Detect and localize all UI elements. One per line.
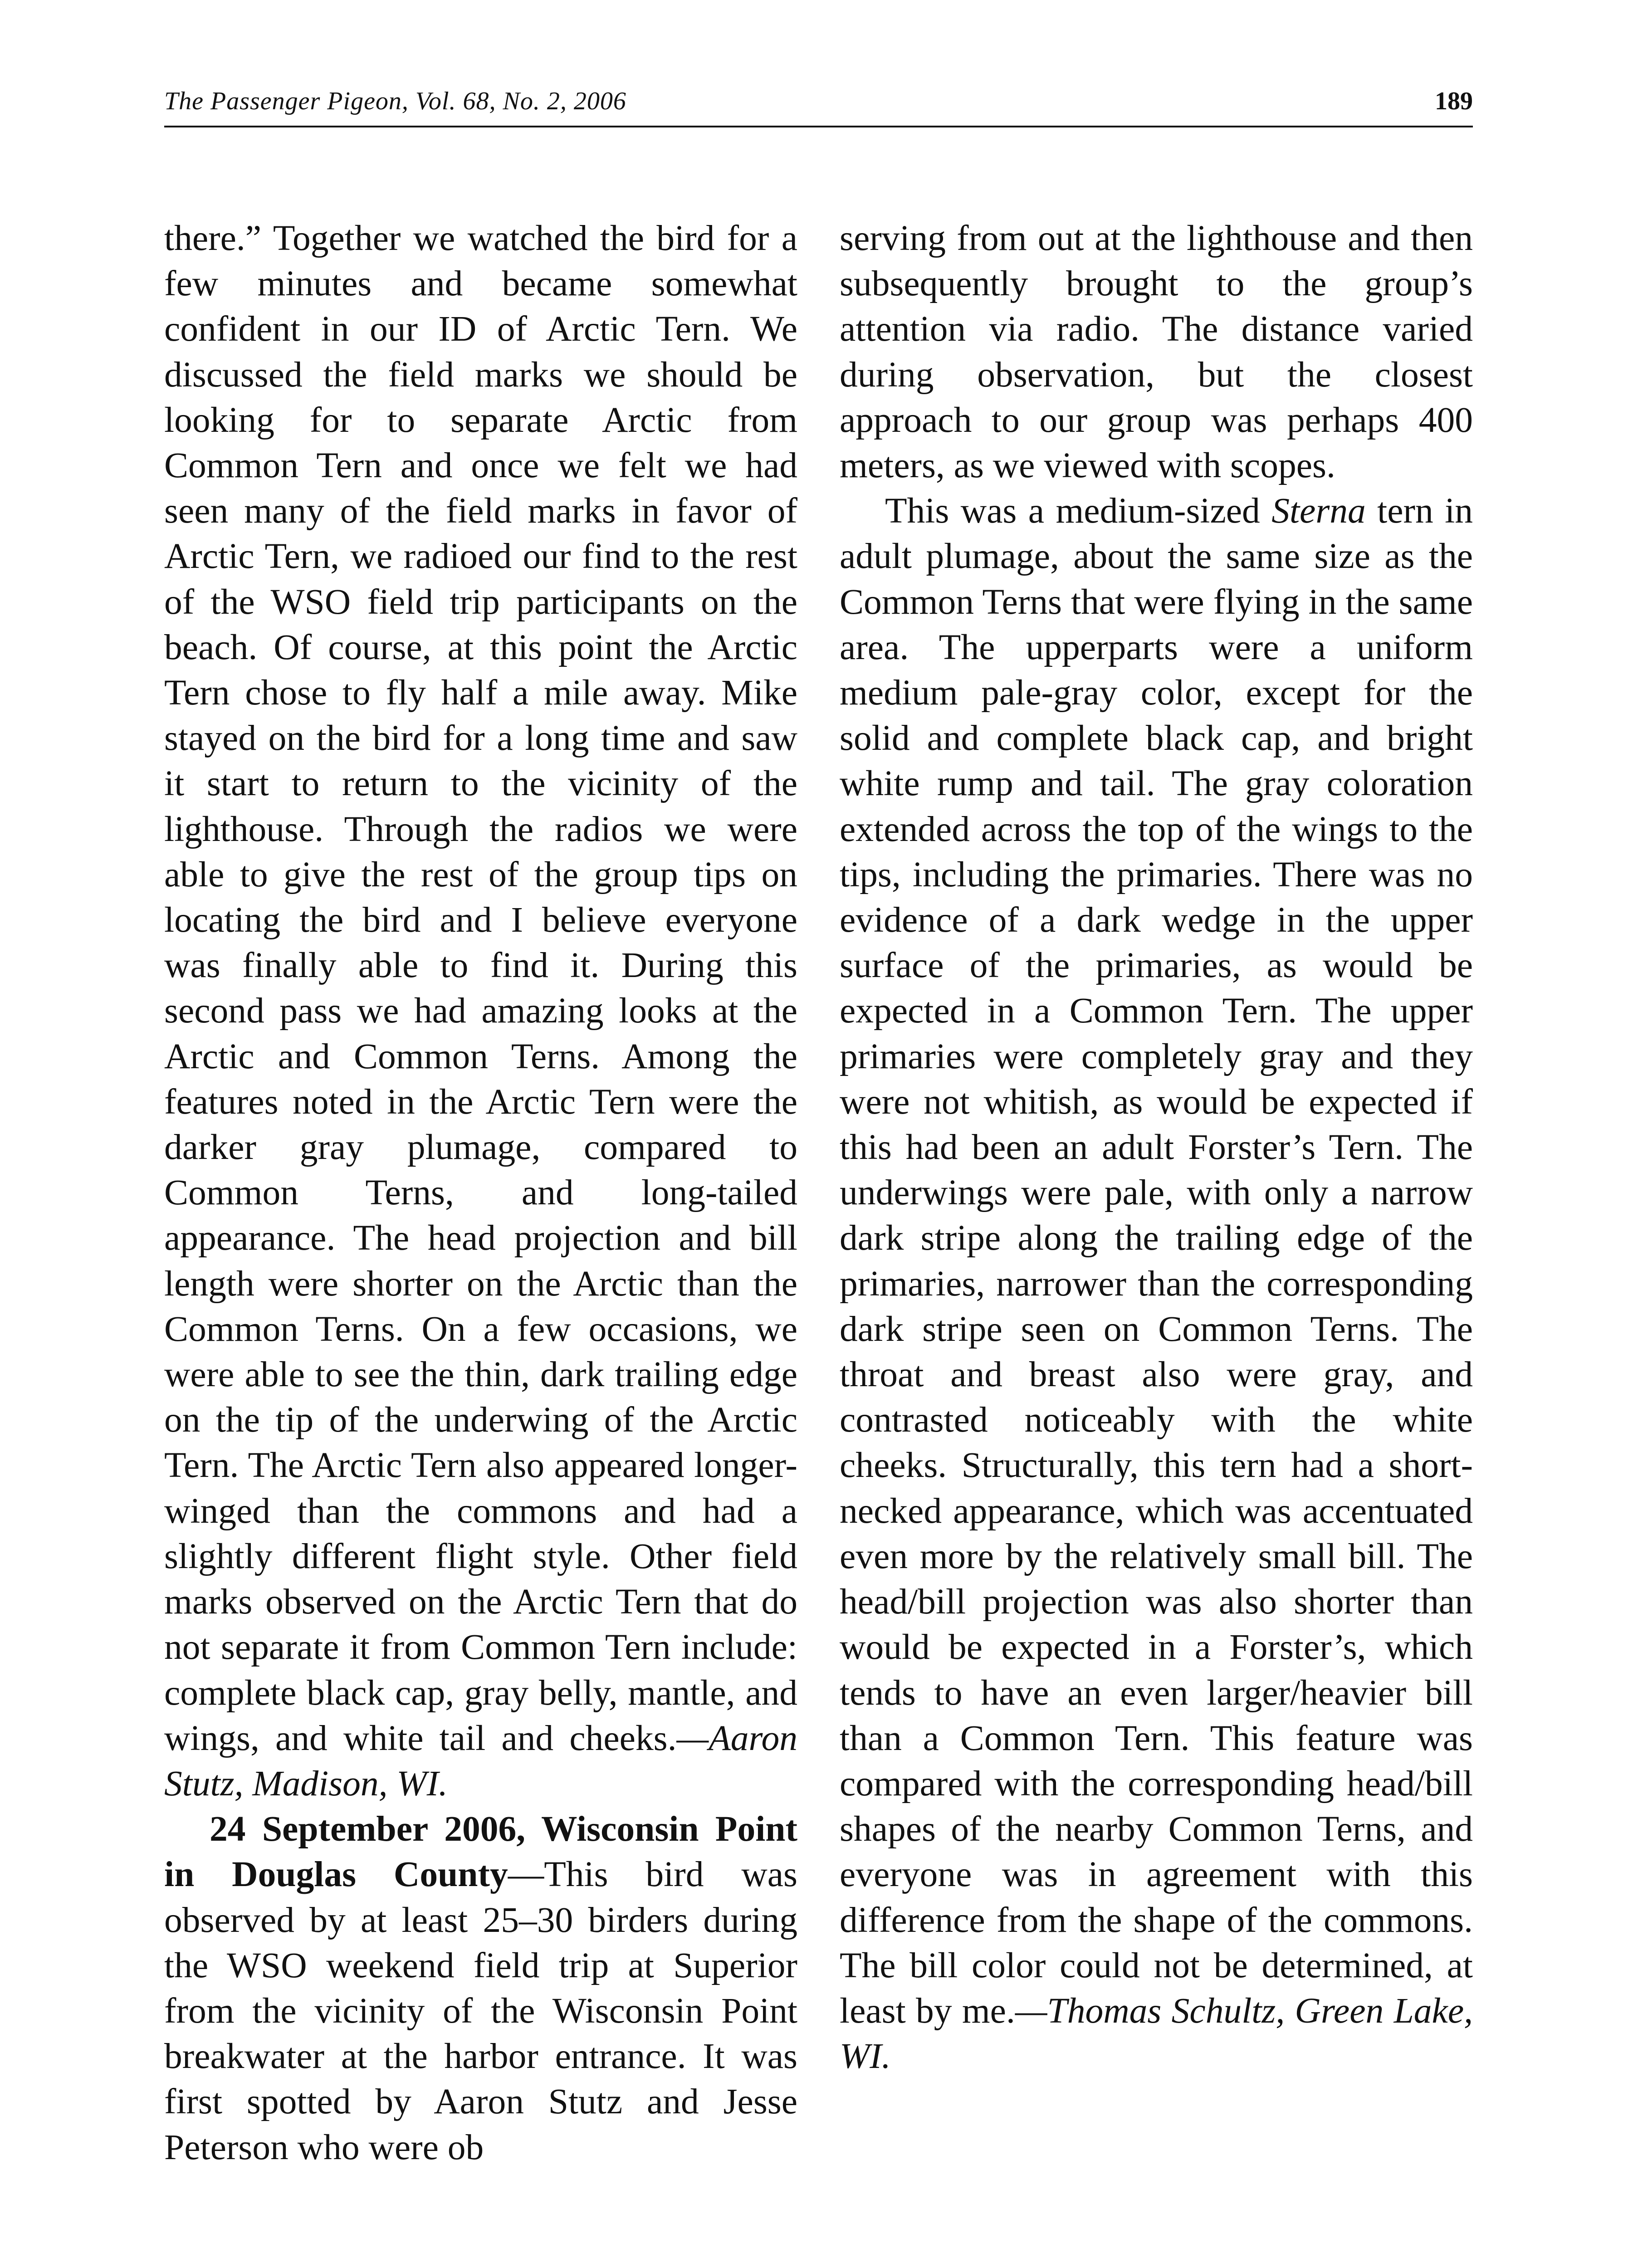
paragraph-record-entry [164,1806,797,2170]
page-number: 189 [1435,87,1473,115]
paragraph-description [840,488,1473,2079]
right-column [840,215,1473,2079]
genus-name: Sterna [1271,491,1366,531]
author-signature: —Aaron Stutz, Madison, WI. [164,1718,797,1804]
paragraph-text: tern in adult plumage, about the same size as the Common Terns that were flying in the same area. The upperparts were a uniform medium pale-gray color, except for the solid and complete black cap, and bright white rump and tail. The gray coloration extended across the top of the wings to the tips, including the primaries. There was no evidence of a dark wedge in the upper surface of the primaries, as would be expected in a Common Tern. The upper primaries were completely gray and they were not whitish, as would be expected if this had been an adult Forster’s Tern. The underwings were pale, with only a narrow dark stripe along the trailing edge of the primaries, narrower than the corresponding dark stripe seen on Common Terns. The throat and breast also were gray, and contrasted noticeably with the white cheeks. Structurally, this tern had a short-necked appearance, which was accentuated even more by the relatively small bill. The head/bill projection was also shorter than would be expected in a Forster’s, which tends to have an even larger/heavier bill than a Common Tern. This feature was compared with the corresponding head/bill shapes of the nearby Common Terns, and everyone was in agreement with this difference from the shape of the commons. The bill color could not be determined, at least by me. [840,491,1473,2031]
paragraph-text: there.” Together we watched the bird for a few minutes and became somewhat confident in our ID of Arctic Tern. We discussed the field marks we should be looking for to separate Arctic from Common Tern and once we felt we had seen many of the field marks in favor of Arctic Tern, we radioed our find to the rest of the WSO field trip participants on the beach. Of course, at this point the Arctic Tern chose to fly half a mile away. Mike stayed on the bird for a long time and saw it start to return to the vicinity of the lighthouse. Through the radios we were able to give the rest of the group tips on locating the bird and I believe everyone was finally able to find it. During this second pass we had amazing looks at the Arctic and Common Terns. Among the features noted in the Arctic Tern were the darker gray plumage, compared to Common Terns, and long-tailed appearance. The head projection and bill length were shorter on the Arctic than the Common Terns. On a few occasions, we were able to see the thin, dark trailing edge on the tip of the underwing of the Arctic Tern. The Arctic Tern also appeared longer-winged than the commons and had a slightly different flight style. Other field marks observed on the Arctic Tern that do not separate it from Common Tern include: complete black cap, gray belly, mantle, and wings, and white tail and cheeks. [164,218,797,1758]
running-title: The Passenger Pigeon, Vol. 68, No. 2, 2006 [164,87,626,115]
paragraph-arctic-tern-account [164,215,797,1806]
author-signature: —Thomas Schultz, Green Lake, WI. [840,1990,1473,2077]
page-header [164,88,1473,129]
paragraph-text: This was a medium-sized [885,491,1272,531]
paragraph-text: serving from out at the lighthouse and then subsequently brought to the group’s attention via radio. The distance varied during observation, but the closest approach to our group was perhaps 400 meters, as we viewed with scopes. [840,218,1473,486]
paragraph-text: —This bird was observed by at least 25–30 birders during the WSO weekend field trip at Superior from the vicinity of the Wisconsin Point breakwater at the harbor entrance. It was first spotted by Aaron Stutz and Jesse Peterson who were ob [164,1854,797,2167]
header-rule [164,126,1473,127]
record-heading: 24 September 2006, Wisconsin Point in Douglas County [164,1809,797,1895]
paragraph-observation-continued [840,215,1473,488]
left-column [164,215,797,2170]
